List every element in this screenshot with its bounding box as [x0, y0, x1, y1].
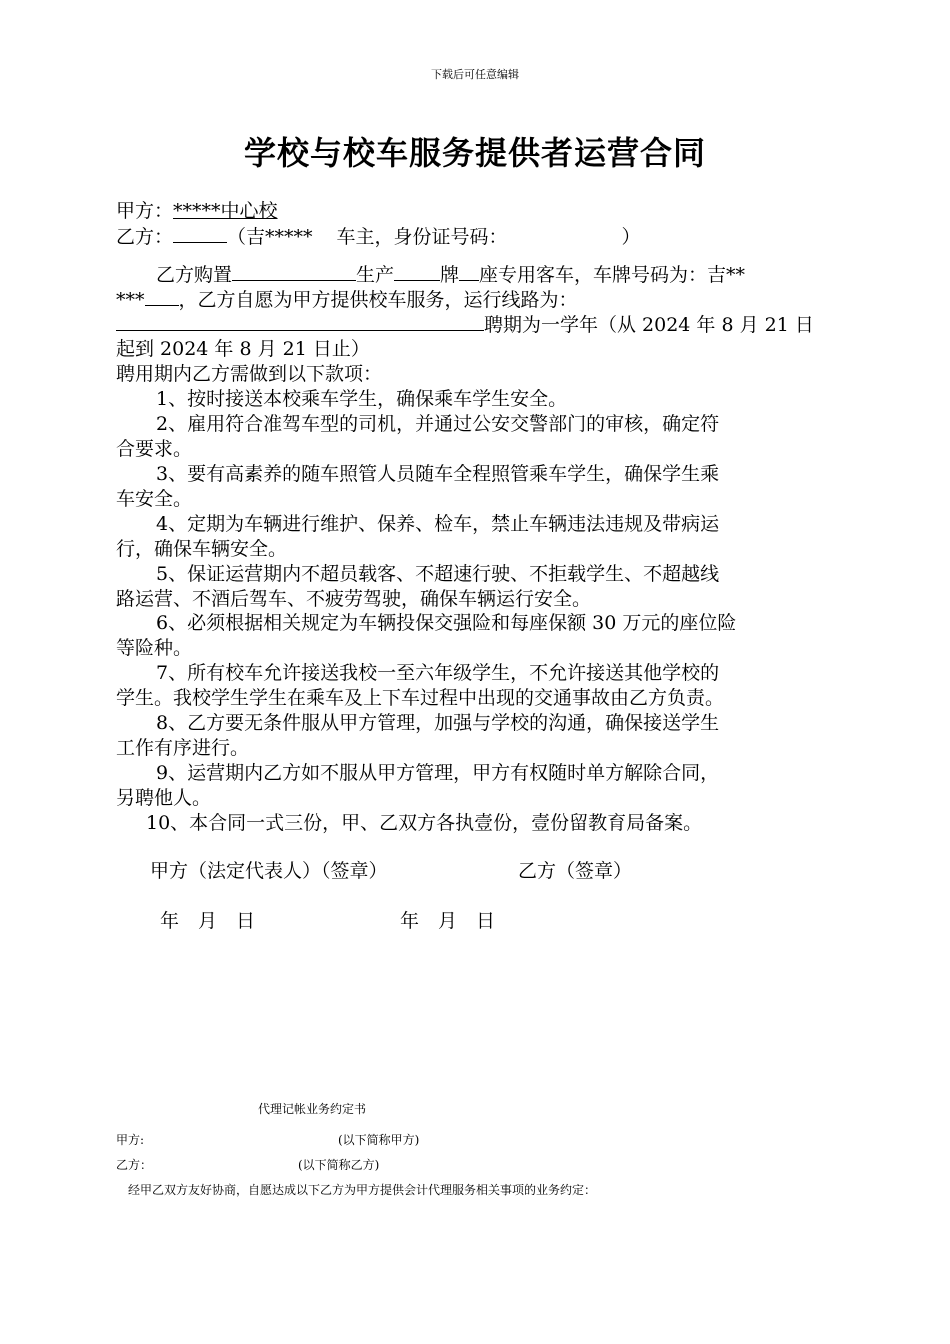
party-b-middle: 车主，身份证号码： [336, 226, 508, 248]
blank-plate [145, 287, 179, 306]
clause-3-cont: 车安全。 [116, 488, 193, 510]
header-note: 下载后可任意编辑 [431, 68, 519, 81]
clause-7: 7、所有校车允许接送我校一至六年级学生，不允许接送其他学校的 [156, 662, 720, 684]
appendix-party-a-label: 甲方: [116, 1133, 145, 1147]
intro-line-3 [116, 312, 836, 338]
clause-2: 2、雇用符合准驾车型的司机，并通过公安交警部门的审核，确定符 [156, 413, 720, 435]
intro-text-produce: 生产 [356, 264, 395, 286]
clause-9: 9、运营期内乙方如不服从甲方管理，甲方有权随时单方解除合同， [156, 762, 720, 784]
party-a-label: 甲方： [116, 200, 174, 222]
blank-vehicle [232, 262, 356, 281]
clause-5-cont: 路运营、不酒后驾车、不疲劳驾驶，确保车辆运行安全。 [116, 588, 592, 610]
clause-3: 3、要有高素养的随车照管人员随车全程照管乘车学生，确保学生乘 [156, 463, 720, 485]
intro-text-seats: 座专用客车，车牌号码为：吉** [479, 264, 746, 286]
intro-text-term: 聘期为一学年（从 2024 年 8 月 21 日 [484, 314, 814, 336]
party-a-line [116, 199, 836, 224]
party-b-label: 乙方： [116, 226, 174, 248]
party-b-line [116, 224, 836, 250]
appendix-title: 代理记帐业务约定书 [258, 1102, 367, 1116]
clause-9-cont: 另聘他人。 [116, 787, 212, 809]
clause-6-cont: 等险种。 [116, 637, 193, 659]
clause-8-cont: 工作有序进行。 [116, 737, 250, 759]
clause-1: 1、按时接送本校乘车学生，确保乘车学生安全。 [156, 388, 568, 410]
document-title: 学校与校车服务提供者运营合同 [243, 134, 706, 172]
intro-text-brand: 牌 [440, 264, 460, 286]
clause-10: 10、本合同一式三份，甲、乙双方各执壹份，壹份留教育局备案。 [146, 812, 703, 834]
intro-line-2 [116, 287, 836, 313]
party-b-blank [173, 224, 227, 243]
intro-text-route: ，乙方自愿为甲方提供校车服务，运行线路为： [178, 289, 578, 311]
clause-6: 6、必须根据相关规定为车辆投保交强险和每座保额 30 万元的座位险 [156, 612, 737, 634]
appendix-party-a-note: (以下简称甲方) [338, 1133, 420, 1147]
signature-party-a: 甲方（法定代表人）（签章） [150, 860, 388, 882]
party-b-suffix: ） [621, 226, 641, 248]
intro-text-purchase: 乙方购置 [156, 264, 233, 286]
date-party-b: 年 月 日 [400, 910, 496, 932]
clause-4: 4、定期为车辆进行维护、保养、检车，禁止车辆违法违规及带病运 [156, 513, 720, 535]
signature-party-b: 乙方（签章） [518, 860, 633, 882]
party-a-value: *****中心校 [173, 200, 278, 222]
blank-route [116, 312, 484, 331]
appendix-party-b-note: (以下简称乙方) [298, 1158, 380, 1172]
intro-line-1 [116, 262, 876, 288]
appendix-intro: 经甲乙双方友好协商，自愿达成以下乙方为甲方提供会计代理服务相关事项的业务约定： [128, 1183, 597, 1197]
blank-seats [459, 262, 479, 281]
appendix-party-b-label: 乙方： [116, 1158, 153, 1172]
clause-5: 5、保证运营期内不超员载客、不超速行驶、不拒载学生、不超越线 [156, 563, 720, 585]
blank-brand [394, 262, 440, 281]
duties-intro: 聘用期内乙方需做到以下款项： [116, 363, 383, 385]
intro-line-4: 起到 2024 年 8 月 21 日止） [116, 338, 370, 360]
clause-2-cont: 合要求。 [116, 438, 193, 460]
intro-text-plate: *** [116, 289, 145, 311]
party-b-prefix: （吉***** [227, 226, 313, 248]
clause-8: 8、乙方要无条件服从甲方管理，加强与学校的沟通，确保接送学生 [156, 712, 720, 734]
clause-4-cont: 行，确保车辆安全。 [116, 538, 288, 560]
clause-7-cont: 学生。我校学生学生在乘车及上下车过程中出现的交通事故由乙方负责。 [116, 687, 725, 709]
date-party-a: 年 月 日 [160, 910, 256, 932]
